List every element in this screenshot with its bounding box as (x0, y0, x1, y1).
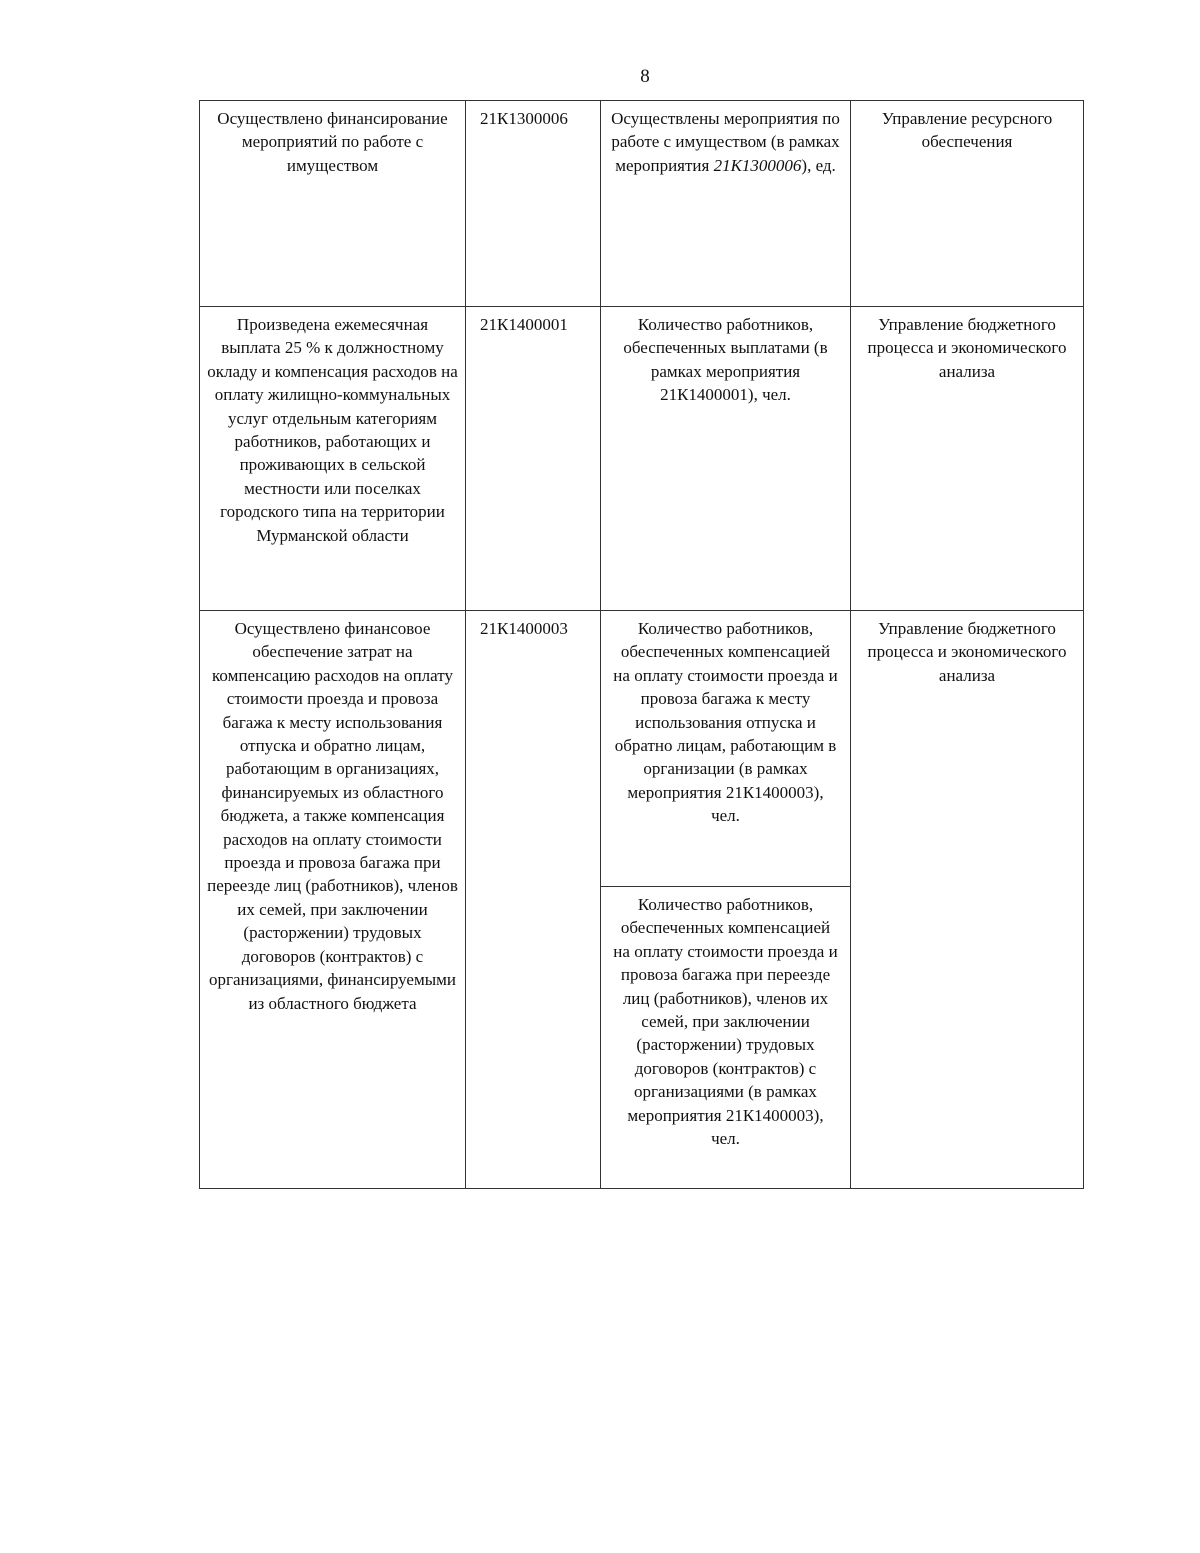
indicator-cell (601, 101, 851, 307)
indicator-unit: ), ед. (801, 155, 836, 175)
code-cell: 21К1400001 (466, 307, 601, 611)
results-table (199, 100, 1084, 1189)
indicator-cell: Количество работников, обеспеченных компенсацией на оплату стоимости проезда и провоза багажа при переезде лиц (работников), членов их семей, при заключении (расторжении) трудовых договоров (контрактов) с организациями (в рамках мероприятия 21К1400003), чел. (601, 887, 851, 1189)
indicator-text: Осуществлены мероприятия по работе с имуществом (в рамках мероприятия (611, 109, 840, 175)
indicator-code: 21К1300006 (713, 155, 802, 175)
code-cell: 21К1400003 (466, 611, 601, 1189)
responsible-cell: Управление бюджетного процесса и экономического анализа (851, 611, 1084, 1189)
result-cell: Осуществлено финансирование мероприятий по работе с имуществом (200, 101, 466, 307)
table-row (200, 611, 1084, 887)
responsible-cell: Управление бюджетного процесса и экономического анализа (851, 307, 1084, 611)
table-row (200, 101, 1084, 307)
indicator-cell: Количество работников, обеспеченных выплатами (в рамках мероприятия 21К1400001), чел. (601, 307, 851, 611)
table-row (200, 307, 1084, 611)
responsible-cell: Управление ресурсного обеспечения (851, 101, 1084, 307)
code-cell: 21К1300006 (466, 101, 601, 307)
page-number: 8 (640, 66, 650, 87)
indicator-cell: Количество работников, обеспеченных компенсацией на оплату стоимости проезда и провоза багажа к месту использования отпуска и обратно лицам, работающим в организации (в рамках мероприятия 21К1400003), чел. (601, 611, 851, 887)
result-cell: Произведена ежемесячная выплата 25 % к должностному окладу и компенсация расходов на оплату жилищно-коммунальных услуг отдельным категориям работников, работающих и проживающих в сельской местности или поселках городского типа на территории Мурманской области (200, 307, 466, 611)
result-cell: Осуществлено финансовое обеспечение затрат на компенсацию расходов на оплату стоимости проезда и провоза багажа к месту использования отпуска и обратно лицам, работающим в организациях, финансируемых из областного бюджета, а также компенсация расходов на оплату стоимости проезда и провоза багажа при переезде лиц (работников), членов их семей, при заключении (расторжении) трудовых договоров (контрактов) с организациями, финансируемыми из областного бюджета (200, 611, 466, 1189)
